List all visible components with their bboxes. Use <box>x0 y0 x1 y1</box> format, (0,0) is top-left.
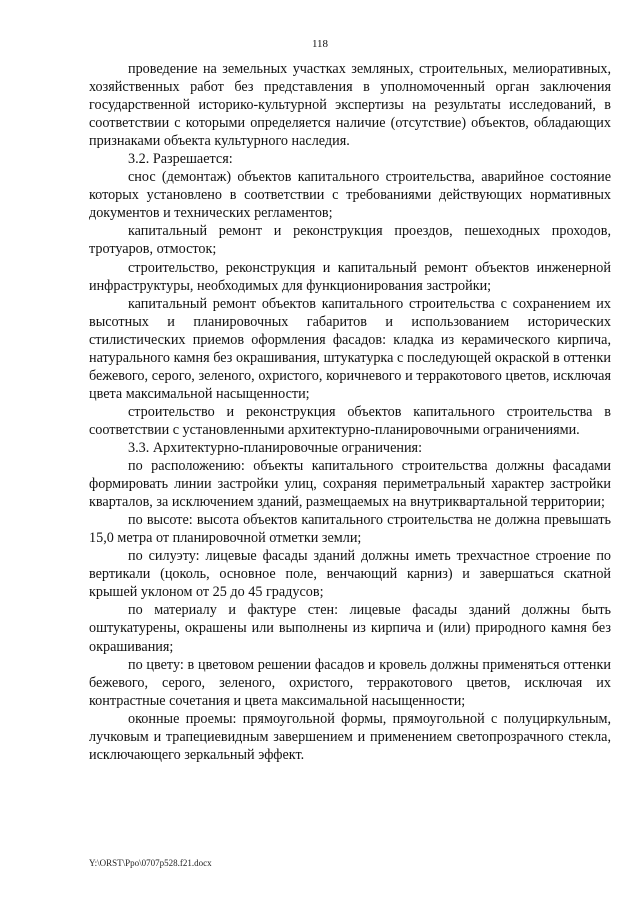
paragraph-demolition: снос (демонтаж) объектов капитального строительства, аварийное состояние которых установлено в соответствии с требованиями действующих нормативных документов и технических регламентов; <box>89 169 611 222</box>
document-body <box>89 60 611 764</box>
paragraph-height: по высоте: высота объектов капитального строительства не должна превышать 15,0 метра от планировочной отметки земли; <box>89 512 611 547</box>
page-number: 118 <box>311 38 329 50</box>
paragraph-silhouette: по силуэту: лицевые фасады зданий должны иметь трехчастное строение по вертикали (цоколь, основное поле, венчающий карниз) и завершаться скатной крышей уклоном от 25 до 45 градусов; <box>89 548 611 601</box>
paragraph-windows: оконные проемы: прямоугольной формы, прямоугольной с полуциркульным, лучковым и трапециевидным завершением и применением светопрозрачного стекла, исключающего зеркальный эффект. <box>89 710 611 763</box>
paragraph-construction: строительство и реконструкция объектов капитального строительства в соответствии с установленными архитектурно-планировочными ограничениями. <box>89 403 611 438</box>
paragraph-color: по цвету: в цветовом решении фасадов и кровель должны применяться оттенки бежевого, серого, зеленого, охристого, терракотового цветов, исключая их контрастные сочетания и цвета максимальной насыщенности; <box>89 656 611 709</box>
section-heading-3-2: 3.2. Разрешается: <box>128 151 233 168</box>
paragraph-road-repair: капитальный ремонт и реконструкция проездов, пешеходных проходов, тротуаров, отмосток; <box>89 223 611 258</box>
paragraph-land-works: проведение на земельных участках земляных, строительных, мелиоративных, хозяйственных работ без представления в уполномоченный орган заключения государственной историко-культурной экспертизы на результаты исследований, в соответствии с которыми определяется наличие (отсутствие) объектов, обладающих признаками объекта культурного наследия. <box>89 61 611 150</box>
paragraph-capital-repair: капитальный ремонт объектов капитального строительства с сохранением их высотных и планировочных габаритов и использованием исторических стилистических приемов оформления фасадов: кладка из керамического кирпича, натурального камня без окрашивания, штукатурка с последующей окраской в оттенки бежевого, серого, зеленого, охристого, коричневого и терракотового цветов, исключая цвета максимальной насыщенности; <box>89 295 611 402</box>
paragraph-infrastructure: строительство, реконструкция и капитальный ремонт объектов инженерной инфраструктуры, необходимых для функционирования застройки; <box>89 259 611 294</box>
footer-file-path: Y:\ORST\Ppo\0707p528.f21.docx <box>89 858 212 868</box>
paragraph-location: по расположению: объекты капитального строительства должны фасадами формировать линии застройки улиц, сохраняя периметральный характер застройки кварталов, за исключением зданий, размещаемых на внутриквартальной территории; <box>89 458 611 511</box>
section-heading-3-3: 3.3. Архитектурно-планировочные ограничения: <box>128 439 423 456</box>
paragraph-wall-material: по материалу и фактуре стен: лицевые фасады зданий должны быть оштукатурены, окрашены или выполнены из кирпича и (или) природного камня без окрашивания; <box>89 602 611 655</box>
